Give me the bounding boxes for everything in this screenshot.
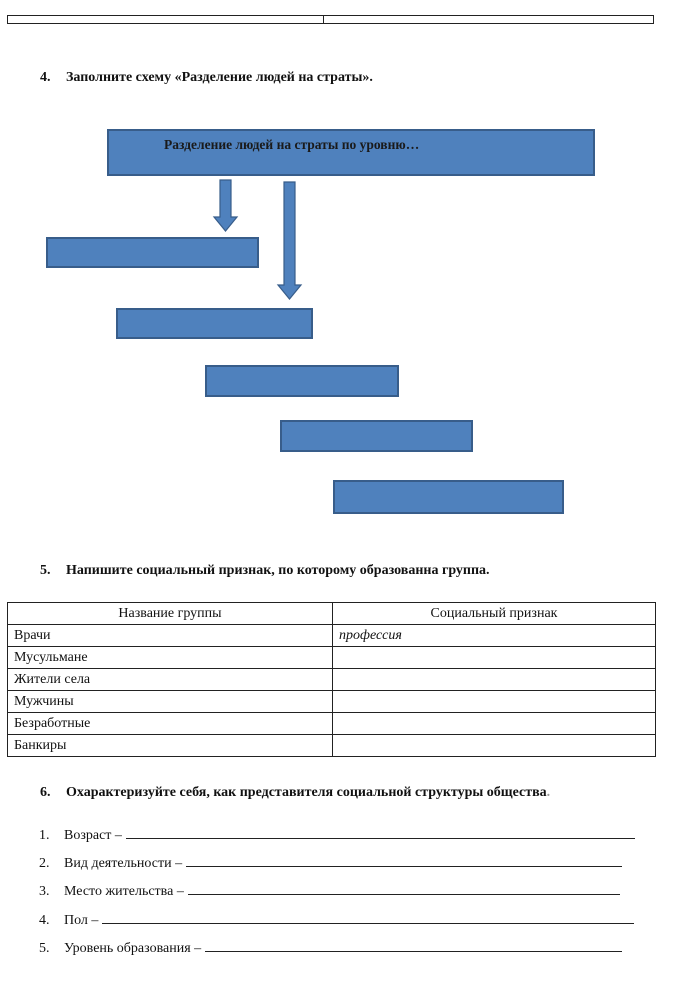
group-name: Мусульмане [8, 647, 333, 669]
stratum-box-1[interactable] [46, 237, 259, 268]
item-label: Возраст – [64, 828, 122, 843]
scheme-arrows [0, 0, 686, 320]
item-number: 5. [39, 941, 50, 956]
col-header-feature: Социальный признак [333, 603, 656, 625]
stratum-box-4[interactable] [280, 420, 473, 452]
group-name: Мужчины [8, 691, 333, 713]
feature-cell[interactable] [333, 713, 656, 735]
stratum-box-3[interactable] [205, 365, 399, 397]
item-label: Пол – [64, 913, 99, 928]
task6-heading [40, 785, 550, 801]
item-label: Вид деятельности – [64, 856, 183, 871]
answer-blank[interactable] [188, 882, 620, 895]
arrow-2 [278, 182, 301, 299]
groups-table [7, 602, 656, 757]
group-name: Банкиры [8, 735, 333, 757]
table-row [8, 669, 656, 691]
task5-number: 5. [40, 563, 51, 578]
task6-number: 6. [40, 785, 51, 800]
task5-heading [40, 563, 490, 579]
task6-title: Охарактеризуйте себя, как представителя социальной структуры общества [66, 785, 547, 800]
feature-cell[interactable] [333, 669, 656, 691]
item-number: 2. [39, 856, 50, 871]
table-header-row [8, 603, 656, 625]
group-name: Врачи [8, 625, 333, 647]
table-row [8, 625, 656, 647]
arrow-1 [214, 180, 237, 231]
item-number: 4. [39, 913, 50, 928]
task6-title-end: . [546, 785, 551, 800]
feature-cell[interactable] [333, 691, 656, 713]
answer-blank[interactable] [126, 826, 635, 839]
answer-line-age [39, 826, 635, 844]
item-label: Место жительства – [64, 884, 184, 899]
answer-line-activity [39, 854, 622, 872]
task4-title: Заполните схему «Разделение людей на страты». [66, 70, 373, 85]
table-row [8, 647, 656, 669]
feature-cell[interactable] [333, 647, 656, 669]
stratum-box-5[interactable] [333, 480, 564, 514]
group-name: Жители села [8, 669, 333, 691]
item-number: 3. [39, 884, 50, 899]
answer-line-education [39, 939, 622, 957]
item-label: Уровень образования – [64, 941, 202, 956]
task4-number: 4. [40, 70, 51, 85]
item-number: 1. [39, 828, 50, 843]
scheme-header-text: Разделение людей на страты по уровню… [164, 137, 420, 152]
table-row [8, 691, 656, 713]
answer-line-residence [39, 882, 620, 900]
col-header-group: Название группы [8, 603, 333, 625]
feature-cell[interactable] [333, 735, 656, 757]
task5-title: Напишите социальный признак, по которому образованна группа. [66, 563, 490, 578]
table-row [8, 713, 656, 735]
feature-cell[interactable]: профессия [333, 625, 656, 647]
group-name: Безработные [8, 713, 333, 735]
answer-blank[interactable] [205, 939, 622, 952]
answer-blank[interactable] [102, 911, 634, 924]
answer-line-gender [39, 911, 634, 929]
stratum-box-2[interactable] [116, 308, 313, 339]
table-row [8, 735, 656, 757]
answer-blank[interactable] [186, 854, 622, 867]
